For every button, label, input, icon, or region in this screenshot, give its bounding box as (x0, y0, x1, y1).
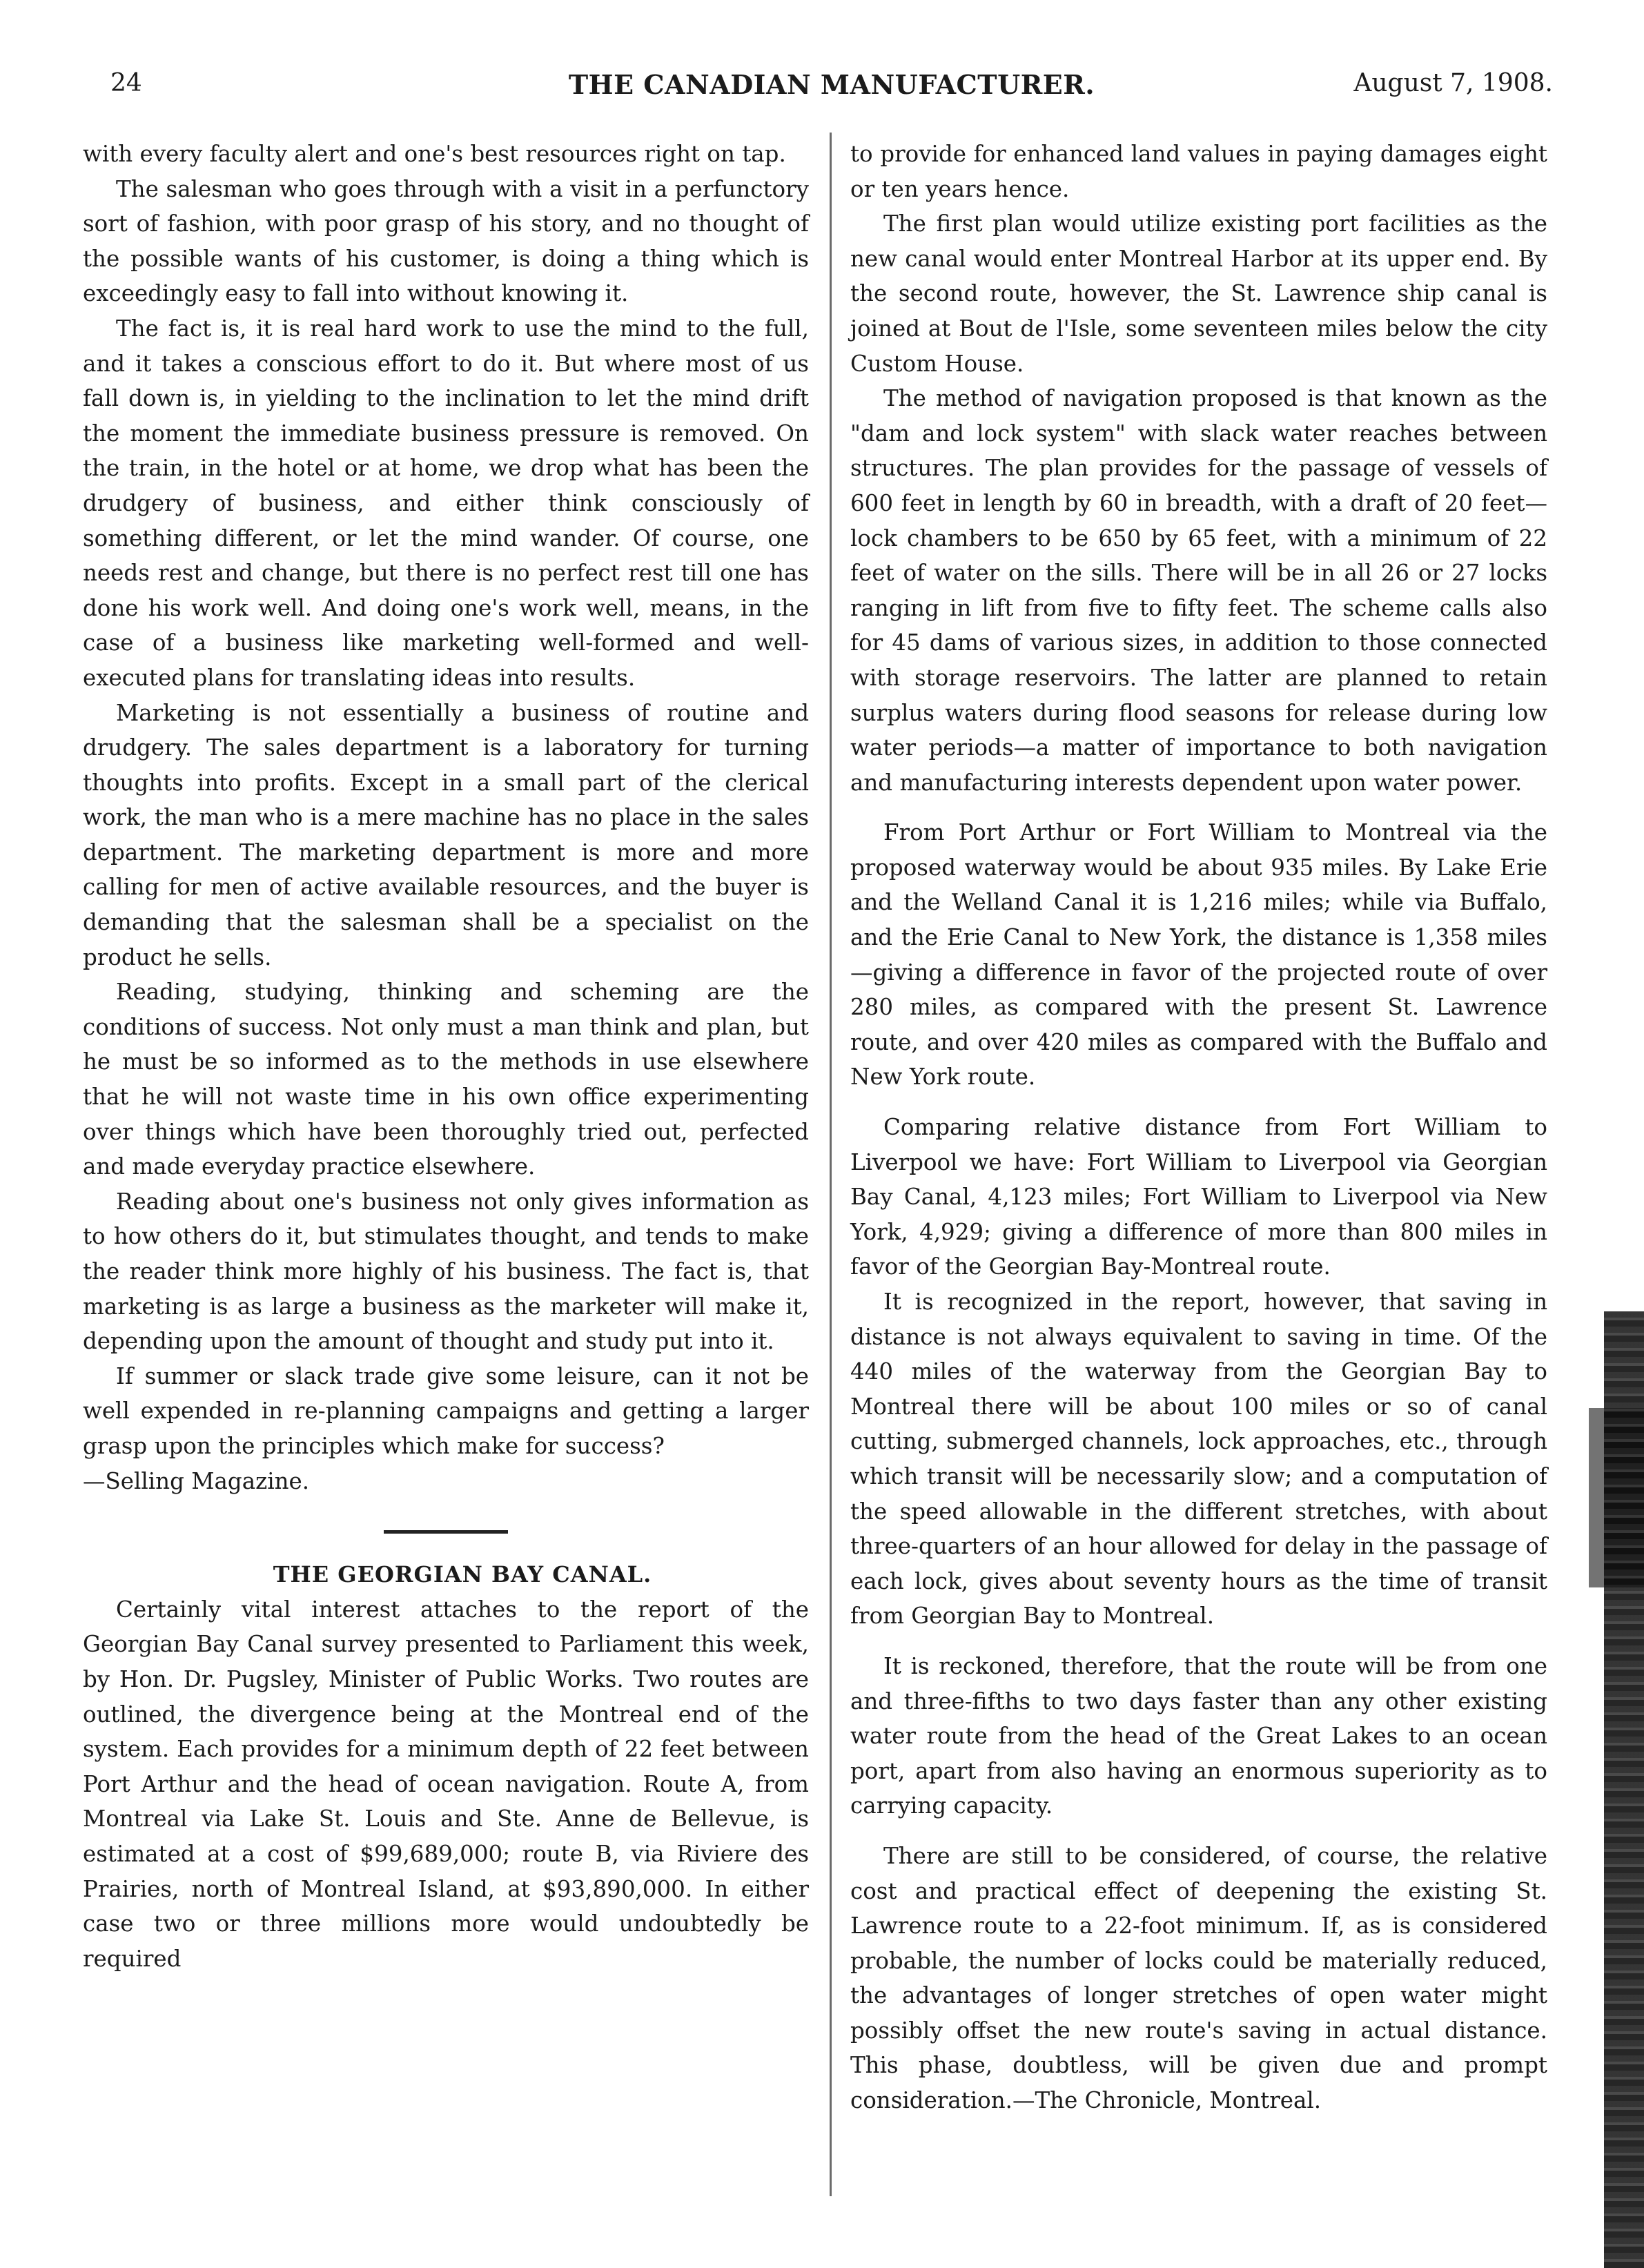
paragraph: Reading about one's business not only gives information as to how others do it, but stimulates thought, and tends to make the reader think more highly of his business. The fact is, that marketing is as large a business as the marketer will make it, depending upon the amount of thought and study put into it. (83, 1188, 809, 1355)
paragraph: to provide for enhanced land values in paying damages eight or ten years hence. (850, 141, 1547, 202)
column-divider (830, 133, 832, 2196)
paragraph: The fact is, it is real hard work to use the mind to the full, and it takes a conscious effort to do it. But where most of us fall down is, in yielding to the inclination to let the mind drift the moment the immediate business pressure is removed. On the train, in the hotel or at home, we drop what has been the drudgery of business, and either think consciously of something different, or let the mind wander. Of course, one needs rest and change, but there is no perfect rest till one has done his work well. And doing one's work well, means, in the case of a business like marketing well-formed and well-executed plans for translating ideas into results. (83, 315, 809, 691)
page-number: 24 (110, 69, 142, 97)
paragraph: Certainly vital interest attaches to the report of the Georgian Bay Canal survey presented to Parliament this week, by Hon. Dr. Pugsley, Minister of Public Works. Two routes are outlined, the divergence being at the Montreal end of the system. Each provides for a minimum depth of 22 feet between Port Arthur and the head of ocean navigation. Route A, from Montreal via Lake St. Louis and Ste. Anne de Bellevue, is estimated at a cost of $99,689,000; route B, via Riviere des Prairies, north of Montreal Island, at $93,890,000. In either case two or three millions more would undoubtedly be required (83, 1596, 809, 1972)
section-heading: THE GEORGIAN BAY CANAL. (273, 1561, 652, 1588)
paragraph: The first plan would utilize existing port facilities as the new canal would enter Montreal Harbor at its upper end. By the second route, however, the St. Lawrence ship canal is joined at Bout de l'Isle, some seventeen miles below the city Custom House. (850, 211, 1547, 377)
paragraph: Marketing is not essentially a business of routine and drudgery. The sales department is a laboratory for turning thoughts into profits. Except in a small part of the clerical work, the man who is a mere machine has no place in the sales department. The marketing department is more and more calling for men of active available resources, and the buyer is demanding that the salesman shall be a specialist on the product he sells. (83, 699, 809, 970)
section-divider-rule (384, 1530, 508, 1534)
attribution: —Selling Magazine. (83, 1467, 310, 1494)
paragraph: It is reckoned, therefore, that the route will be from one and three-fifths to two days faster than any other existing water route from the head of the Great Lakes to an ocean port, apart from also having an enormous superiority as to carrying capacity. (850, 1652, 1547, 1819)
paragraph: with every faculty alert and one's best resources right on tap. (83, 141, 786, 167)
paragraph: Comparing relative distance from Fort William to Liverpool we have: Fort William to Liverpool via Georgian Bay Canal, 4,123 miles; Fort William to Liverpool via New York, 4,929; giving a difference of more than 800 miles in favor of the Georgian Bay-Montreal route. (850, 1114, 1547, 1280)
paragraph: The method of navigation proposed is that known as the "dam and lock system" with slack water reaches between structures. The plan provides for the passage of vessels of 600 feet in length by 60 in breadth, with a draft of 20 feet—lock chambers to be 650 by 65 feet, with a minimum of 22 feet of water on the sills. There will be in all 26 or 27 locks ranging in lift from five to fifty feet. The scheme calls also for 45 dams of various sizes, in addition to those connected with storage reservoirs. The latter are planned to retain surplus waters during flood seasons for release during low water periods—a matter of importance to both navigation and manufacturing interests dependent upon water power. (850, 385, 1547, 796)
page-header (110, 69, 1553, 110)
paragraph: The salesman who goes through with a visit in a perfunctory sort of fashion, with poor grasp of his story, and no thought of the possible wants of his customer, is doing a thing which is exceedingly easy to fall into without knowing it. (83, 175, 809, 307)
publication-title: THE CANADIAN MANUFACTURER. (568, 69, 1095, 100)
paragraph: It is recognized in the report, however, that saving in distance is not always equivalent to saving in time. Of the 440 miles of the waterway from the Georgian Bay to Montreal there will be about 100 miles or so of canal cutting, submerged channels, lock approaches, etc., through which transit will be necessarily slow; and a computation of the speed allowable in the different stretches, with about three-quarters of an hour allowed for delay in the passage of each lock, gives about seventy hours as the time of transit from Georgian Bay to Montreal. (850, 1289, 1547, 1630)
paragraph: From Port Arthur or Fort William to Montreal via the proposed waterway would be about 935 miles. By Lake Erie and the Welland Canal it is 1,216 miles; while via Buffalo, and the Erie Canal to New York, the distance is 1,358 miles—giving a difference in favor of the projected route of over 280 miles, as compared with the present St. Lawrence route, and over 420 miles as compared with the Buffalo and New York route. (850, 819, 1547, 1091)
paragraph: There are still to be considered, of course, the relative cost and practical effect of deepening the existing St. Lawrence route to a 22-foot minimum. If, as is considered probable, the number of locks could be materially reduced, the advantages of longer stretches of open water might possibly offset the new route's saving in actual distance. This phase, doubtless, will be given due and prompt consideration.—The Chronicle, Montreal. (850, 1842, 1547, 2114)
paragraph: Reading, studying, thinking and scheming are the conditions of success. Not only must a man think and plan, but he must be so informed as to the methods in use elsewhere that he will not waste time in his own office experimenting over things which have been thoroughly tried out, perfected and made everyday practice elsewhere. (83, 979, 809, 1180)
issue-date: August 7, 1908. (1353, 69, 1553, 97)
left-column (83, 137, 809, 1976)
right-column (850, 137, 1547, 2118)
scan-edge-artifact (1604, 1311, 1644, 2268)
paragraph: If summer or slack trade give some leisure, can it not be well expended in re-planning campaigns and getting a larger grasp upon the principles which make for success? (83, 1362, 809, 1459)
